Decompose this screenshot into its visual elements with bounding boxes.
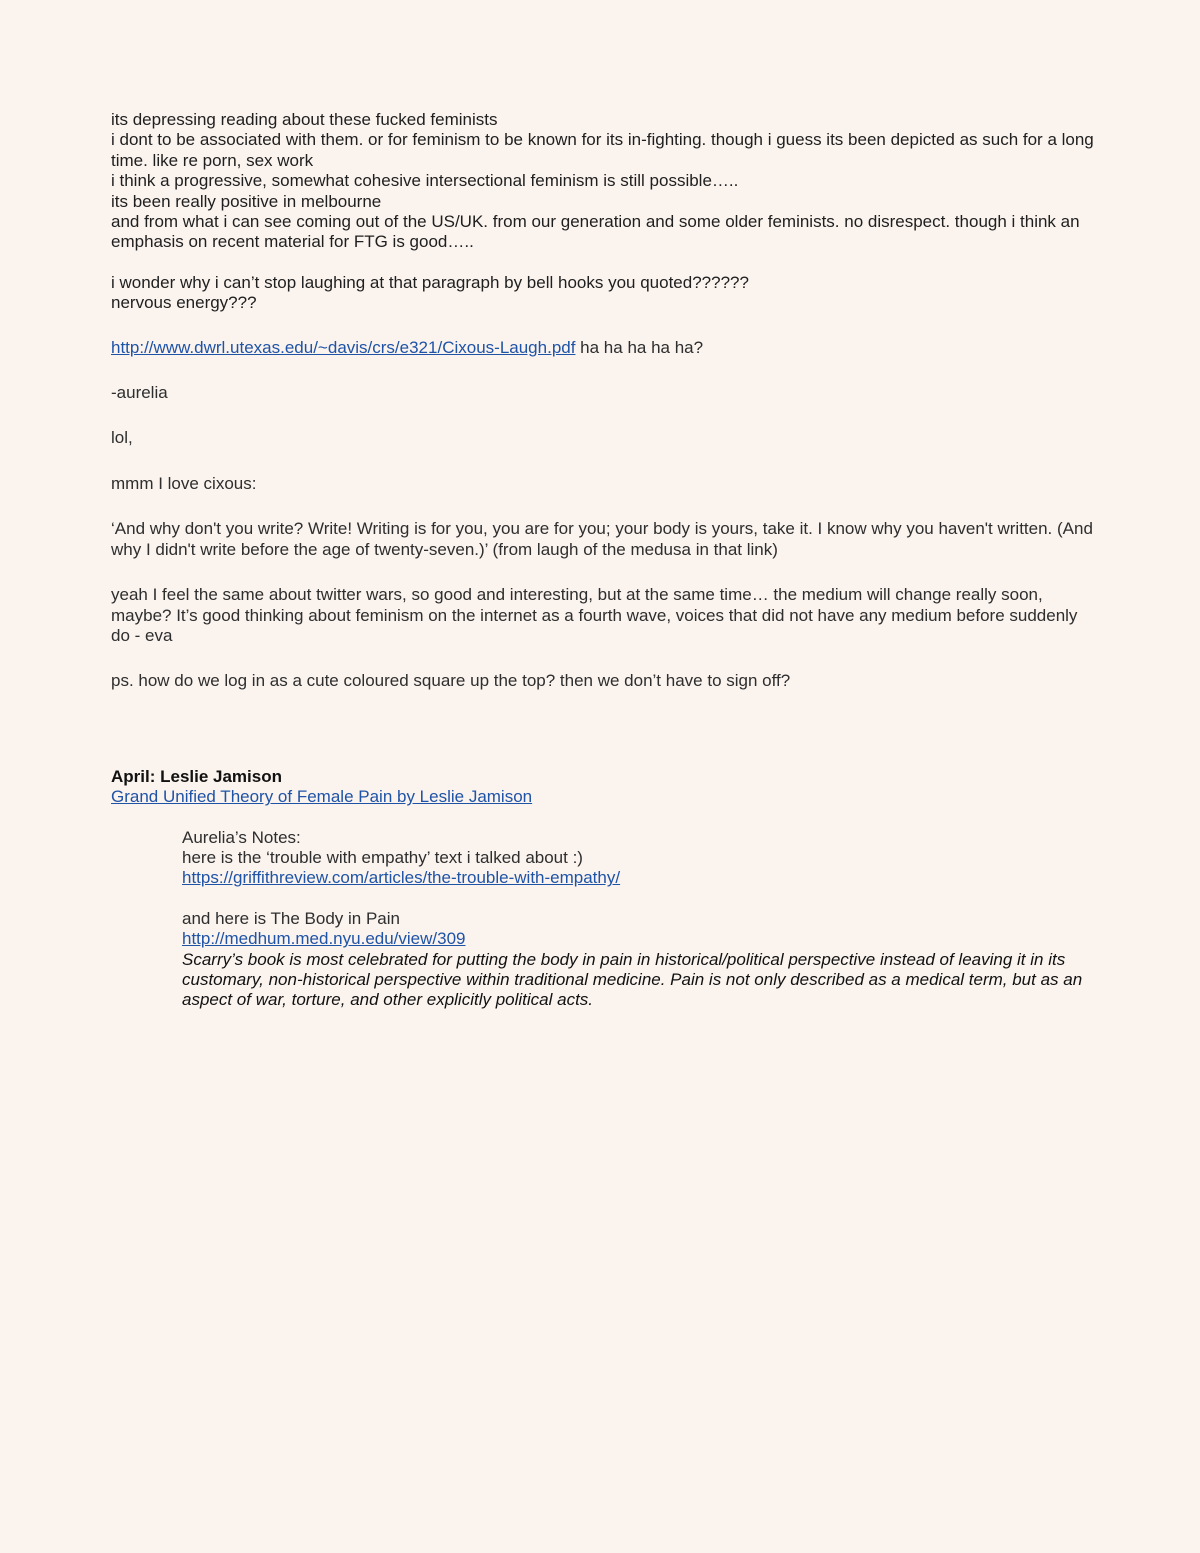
scarry-description: Scarry’s book is most celebrated for putting the body in pain in historical/political perspective instead of leaving it in its customary, non-historical perspective within traditional medicine. Pain is not only described as a medical term, but as an aspect of war, torture, and other explicitly political acts.	[182, 949, 1083, 1010]
empathy-text: here is the ‘trouble with empathy’ text i talked about :)	[182, 847, 583, 867]
april-heading: April: Leslie Jamison	[111, 766, 282, 786]
text-line: nervous energy???	[111, 293, 257, 313]
empathy-link[interactable]: https://griffithreview.com/articles/the-trouble-with-empathy/	[182, 868, 621, 888]
cixous-laugh-link[interactable]: http://www.dwrl.utexas.edu/~davis/crs/e321/Cixous-Laugh.pdf	[111, 337, 576, 357]
signoff-aurelia: -aurelia	[111, 383, 168, 403]
paragraph-feminists	[111, 110, 1096, 253]
text-line: and from what i can see coming out of the US/UK. from our generation and some older feminists. no disrespect. though i think an emphasis on recent material for FTG is good…..	[111, 212, 1080, 252]
notes-title: Aurelia’s Notes:	[182, 827, 301, 847]
female-pain-link[interactable]: Grand Unified Theory of Female Pain by Leslie Jamison	[111, 787, 533, 807]
text-line: i wonder why i can’t stop laughing at that paragraph by bell hooks you quoted??????	[111, 272, 749, 292]
link-suffix-text: ha ha ha ha ha?	[575, 337, 704, 357]
text-line: its been really positive in melbourne	[111, 191, 382, 211]
twitter-wars-paragraph: yeah I feel the same about twitter wars, so good and interesting, but at the same time… the medium will change really soon, maybe? It’s good thinking about feminism on the internet as a fourth wave, voices that did not have any medium before suddenly do - eva	[111, 585, 1078, 645]
body-in-pain-link[interactable]: http://medhum.med.nyu.edu/view/309	[182, 929, 466, 949]
text-line: its depressing reading about these fucked feminists	[111, 110, 498, 129]
love-cixous-text: mmm I love cixous:	[111, 473, 257, 493]
ps-paragraph: ps. how do we log in as a cute coloured square up the top? then we don’t have to sign off?	[111, 671, 791, 691]
paragraph-cixous-link	[111, 338, 1096, 358]
cixous-quote: ‘And why don't you write? Write! Writing is for you, you are for you; your body is yours, take it. I know why you haven't written. (And why I didn't write before the age of twenty-seven.)’ (from laugh of the medusa in that link)	[111, 519, 1093, 559]
paragraph-bell-hooks	[111, 273, 1096, 314]
document-body	[111, 110, 1096, 1011]
body-in-pain-text: and here is The Body in Pain	[182, 908, 400, 928]
lol-text: lol,	[111, 428, 133, 448]
aurelia-notes	[182, 828, 1092, 1011]
text-line: i think a progressive, somewhat cohesive intersectional feminism is still possible…..	[111, 171, 739, 191]
text-line: i dont to be associated with them. or for feminism to be known for its in-fighting. though i guess its been depicted as such for a long time. like re porn, sex work	[111, 130, 1094, 170]
